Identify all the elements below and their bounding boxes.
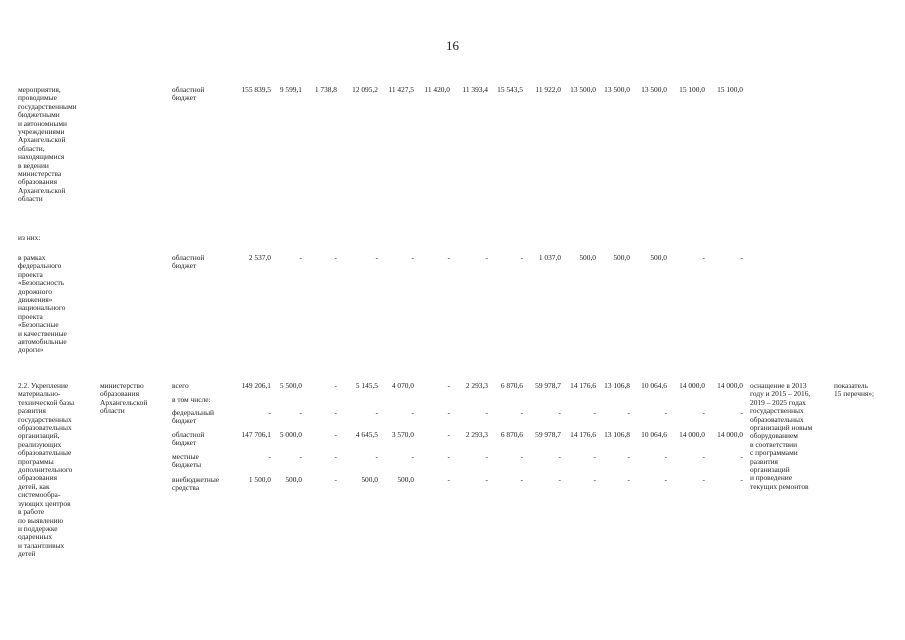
row3-line3-cell: 5 000,0: [279, 430, 302, 439]
row3-line4-cell: -: [485, 452, 488, 461]
activity-cell-line: и качественные: [18, 328, 67, 338]
activity-cell-line: и поддержке: [18, 523, 58, 533]
row1-cell: 11 427,5: [388, 85, 414, 94]
row3-line2-cell: -: [520, 408, 523, 417]
row3-line0-cell: 59 978,7: [535, 381, 561, 390]
row3-line3-cell: 147 706,1: [241, 430, 271, 439]
activity-cell-line: организаций,: [18, 431, 60, 441]
row3-line5-cell: -: [627, 475, 630, 484]
activity-cell: [18, 382, 74, 559]
funding-source: [172, 396, 211, 404]
row1-cell: 13 500,0: [604, 85, 630, 94]
activity-cell-line: развития: [18, 406, 46, 416]
activity-cell-line: проводимые: [18, 93, 57, 103]
row3-line0-cell: -: [334, 381, 337, 390]
row3-line2-cell: -: [268, 408, 271, 417]
funding-source-line: областной: [172, 85, 205, 94]
activity-cell-line: по выявлению: [18, 515, 64, 525]
activity-cell-line: Архангельской: [18, 185, 66, 195]
row3-line0-cell: 6 870,6: [500, 381, 523, 390]
activity-cell-line: государственных: [18, 414, 72, 424]
row3-line2-cell: -: [558, 408, 561, 417]
result-cell-line: организаций новым: [750, 423, 813, 433]
row3-line3-cell: 14 000,0: [717, 430, 743, 439]
activity-cell-line: и талантливых: [18, 540, 65, 550]
activity-cell-line: образовательные: [18, 448, 72, 458]
page-number: 16: [446, 38, 459, 53]
row2-cell: 1 037,0: [538, 253, 561, 262]
row3-line3-cell: 3 570,0: [391, 430, 414, 439]
activity-cell-line: одаренных: [18, 532, 53, 542]
row2-cell: 500,0: [579, 253, 596, 262]
result-cell-line: в соответствии: [750, 439, 798, 449]
activity-cell-line: образования: [18, 473, 57, 483]
activity-cell-line: в работе: [18, 507, 45, 517]
row3-line3-cell: 14 000,0: [679, 430, 705, 439]
activity-cell-line: образовательных: [18, 423, 72, 433]
executor-cell: [100, 382, 147, 416]
row3-line4-cell: -: [702, 452, 705, 461]
row3-line3-cell: 13 106,8: [604, 430, 630, 439]
row3-line2-cell: -: [411, 408, 414, 417]
row3-line2-cell: -: [664, 408, 667, 417]
row1-cell: 15 100,0: [717, 85, 743, 94]
activity-cell-line: дополнительного: [18, 465, 73, 475]
funding-source: [172, 254, 204, 271]
row1-cell: 11 393,4: [462, 85, 488, 94]
activity-cell-line: детей, как: [18, 481, 50, 491]
row3-line4-cell: -: [447, 452, 450, 461]
row1-cell: 15 100,0: [679, 85, 705, 94]
activity-cell-line: государственными: [18, 101, 77, 111]
indicator-cell: [834, 382, 874, 399]
row2-cell: 500,0: [650, 253, 667, 262]
activity-cell-line: находящимися: [18, 152, 65, 162]
activity-cell-line: «Безопасность: [18, 278, 65, 288]
activity-cell-line: дороги»: [18, 345, 44, 355]
funding-source-line: средства: [172, 483, 200, 493]
activity-cell-line: зующих центров: [18, 498, 71, 508]
funding-source: [172, 382, 189, 390]
row2-cell: -: [375, 253, 378, 262]
row3-line5-cell: -: [558, 475, 561, 484]
activity-cell-line: движения»: [18, 295, 53, 305]
result-cell-line: государственных: [750, 406, 804, 416]
row3-line4-cell: -: [520, 452, 523, 461]
row2-cell: -: [702, 253, 705, 262]
activity-cell-line: проекта: [18, 269, 43, 279]
activity-cell-line: министерства: [18, 169, 62, 179]
row3-line3-cell: 14 176,6: [570, 430, 596, 439]
row3-line0-cell: -: [447, 381, 450, 390]
row3-line3-cell: 59 978,7: [535, 430, 561, 439]
activity-cell-line: мероприятия,: [18, 85, 61, 94]
activity-cell-line: реализующих: [18, 439, 62, 449]
row2-cell: -: [334, 253, 337, 262]
row3-line0-cell: 14 176,6: [570, 381, 596, 390]
row3-line0-cell: 149 206,1: [241, 381, 271, 390]
funding-source-line: областной: [172, 430, 205, 439]
result-cell-line: текущих ремонтов: [750, 481, 809, 491]
row3-line5-cell: -: [664, 475, 667, 484]
funding-source-line: бюджеты: [172, 460, 202, 470]
row3-line4-cell: -: [411, 452, 414, 461]
activity-cell-line: Архангельской: [18, 135, 66, 145]
activity-cell-line: проекта: [18, 311, 43, 321]
row1-cell: 155 839,5: [241, 85, 271, 94]
activity-cell-line: в ведении: [18, 160, 49, 170]
row3-line5-cell: -: [447, 475, 450, 484]
row3-line2-cell: -: [334, 408, 337, 417]
row3-line0-cell: 4 070,0: [391, 381, 414, 390]
activity-cell-line: в рамках: [18, 253, 46, 262]
row3-line2-cell: -: [375, 408, 378, 417]
result-cell-line: 2019 – 2025 годах: [750, 397, 806, 407]
activity-cell-line: бюджетными: [18, 110, 60, 120]
funding-source: [172, 86, 204, 103]
row2-cell: -: [740, 253, 743, 262]
result-cell-line: образовательных: [750, 414, 804, 424]
result-cell-line: и проведение: [750, 473, 793, 483]
result-cell-line: оснащение в 2013: [750, 381, 807, 390]
row3-line4-cell: -: [299, 452, 302, 461]
row3-line2-cell: -: [627, 408, 630, 417]
row3-line4-cell: -: [375, 452, 378, 461]
activity-cell-line: области,: [18, 143, 45, 153]
row3-line5-cell: 500,0: [285, 475, 302, 484]
of-which-label: из них:: [18, 233, 41, 242]
row3-line4-cell: -: [627, 452, 630, 461]
row1-cell: 13 500,0: [641, 85, 667, 94]
row3-line2-cell: -: [740, 408, 743, 417]
row1-cell: 11 420,0: [424, 85, 450, 94]
funding-source-line: бюджет: [172, 416, 197, 426]
activity-cell-line: образования: [18, 177, 57, 187]
row3-line4-cell: -: [334, 452, 337, 461]
row3-line3-cell: 4 645,5: [355, 430, 378, 439]
result-cell: [750, 382, 812, 491]
executor-cell-line: области: [100, 406, 125, 416]
row2-cell: 2 537,0: [248, 253, 271, 262]
activity-cell-line: системообра-: [18, 490, 61, 500]
indicator-cell-line: показатель: [834, 381, 868, 390]
executor-cell-line: министерство: [100, 381, 144, 390]
row3-line2-cell: -: [299, 408, 302, 417]
row3-line0-cell: 14 000,0: [717, 381, 743, 390]
row3-line4-cell: -: [268, 452, 271, 461]
row3-line4-cell: -: [593, 452, 596, 461]
activity-cell-line: программы: [18, 456, 54, 466]
funding-source-line: местные: [172, 452, 199, 461]
row3-line4-cell: -: [664, 452, 667, 461]
activity-cell-line: учреждениями: [18, 127, 65, 137]
funding-source-line: внебюджетные: [172, 475, 220, 484]
activity-cell-line: дорожного: [18, 286, 52, 296]
funding-source: [172, 431, 204, 448]
row3-line2-cell: -: [593, 408, 596, 417]
row3-line5-cell: -: [740, 475, 743, 484]
row3-line0-cell: 5 500,0: [279, 381, 302, 390]
activity-cell: [18, 254, 67, 355]
row1-cell: 13 500,0: [570, 85, 596, 94]
funding-source-line: федеральный: [172, 408, 214, 417]
row3-line2-cell: -: [702, 408, 705, 417]
funding-source: [172, 409, 214, 426]
row3-line4-cell: -: [558, 452, 561, 461]
indicator-cell-line: 15 перечня»;: [834, 389, 875, 399]
activity-cell-line: автомобильные: [18, 337, 67, 347]
row3-line0-cell: 2 293,3: [465, 381, 488, 390]
row3-line5-cell: -: [520, 475, 523, 484]
activity-cell-line: материально-: [18, 389, 61, 399]
row3-line5-cell: -: [702, 475, 705, 484]
row3-line5-cell: 1 500,0: [248, 475, 271, 484]
activity-cell-line: 2.2. Укрепление: [18, 381, 69, 390]
funding-source-line: областной: [172, 253, 205, 262]
activity-cell-line: и автономными: [18, 118, 67, 128]
row3-line3-cell: 6 870,6: [500, 430, 523, 439]
row1-cell: 11 922,0: [535, 85, 561, 94]
row3-line0-cell: 10 064,6: [641, 381, 667, 390]
row3-line5-cell: 500,0: [397, 475, 414, 484]
row3-line0-cell: 13 106,8: [604, 381, 630, 390]
funding-source-line: в том числе:: [172, 395, 211, 404]
executor-cell-line: образования: [100, 389, 139, 399]
row1-cell: 12 095,2: [352, 85, 378, 94]
row2-cell: -: [299, 253, 302, 262]
row1-cell: 9 599,1: [279, 85, 302, 94]
row3-line2-cell: -: [447, 408, 450, 417]
activity-cell-line: технической базы: [18, 397, 75, 407]
funding-source-line: всего: [172, 381, 189, 390]
funding-source: [172, 476, 219, 493]
row3-line5-cell: -: [485, 475, 488, 484]
row3-line4-cell: -: [740, 452, 743, 461]
funding-source-line: бюджет: [172, 93, 197, 103]
result-cell-line: году и 2015 – 2016,: [750, 389, 811, 399]
result-cell-line: развития: [750, 456, 778, 466]
result-cell-line: с программами: [750, 448, 798, 458]
row2-cell: 500,0: [613, 253, 630, 262]
activity-cell-line: федерального: [18, 261, 62, 271]
row3-line5-cell: -: [334, 475, 337, 484]
row1-cell: 15 543,5: [497, 85, 523, 94]
activity-cell: [18, 86, 77, 204]
activity-cell-line: детей: [18, 549, 36, 559]
row3-line2-cell: -: [485, 408, 488, 417]
result-cell-line: организаций: [750, 465, 790, 475]
row3-line3-cell: -: [447, 430, 450, 439]
row3-line0-cell: 5 145,5: [355, 381, 378, 390]
result-cell-line: оборудованием: [750, 431, 798, 441]
funding-source-line: бюджет: [172, 261, 197, 271]
row2-cell: -: [447, 253, 450, 262]
row1-cell: 1 738,8: [314, 85, 337, 94]
row3-line5-cell: 500,0: [361, 475, 378, 484]
activity-cell-line: национального: [18, 303, 66, 313]
row3-line3-cell: 2 293,3: [465, 430, 488, 439]
row3-line3-cell: -: [334, 430, 337, 439]
row2-cell: -: [485, 253, 488, 262]
row3-line3-cell: 10 064,6: [641, 430, 667, 439]
activity-cell-line: «Безопасные: [18, 320, 59, 330]
activity-cell-line: области: [18, 194, 43, 204]
row3-line5-cell: -: [593, 475, 596, 484]
funding-source: [172, 453, 201, 470]
row3-line0-cell: 14 000,0: [679, 381, 705, 390]
executor-cell-line: Архангельской: [100, 397, 148, 407]
row2-cell: -: [411, 253, 414, 262]
row2-cell: -: [520, 253, 523, 262]
funding-source-line: бюджет: [172, 438, 197, 448]
